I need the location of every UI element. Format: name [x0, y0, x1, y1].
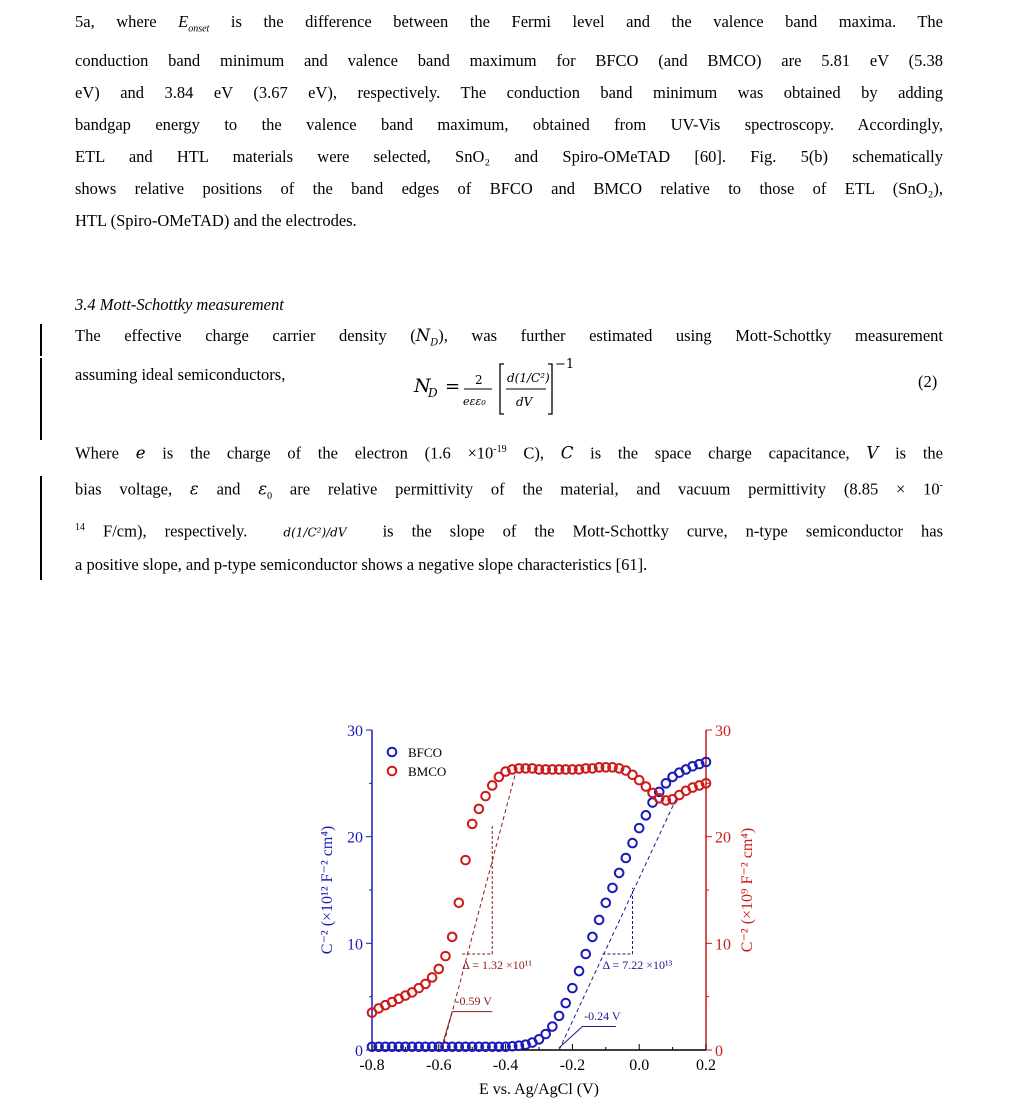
y-left-tick-label: 10 — [347, 936, 363, 954]
paragraph-band-edges — [75, 6, 943, 237]
x-tick-label: 0.0 — [629, 1057, 650, 1074]
annotation-bmco-intercept: -0.59 V — [455, 994, 492, 1009]
bmco-data-point — [428, 973, 437, 982]
x-tick-label: -0.2 — [559, 1057, 586, 1074]
annotation-bfco-intercept: -0.24 V — [584, 1009, 621, 1024]
bmco-data-point — [475, 805, 484, 814]
y-left-tick-label: 20 — [347, 829, 363, 847]
eq-frac-num: 2 — [475, 373, 483, 387]
text-line: bias voltage, ε and $\varepsilon_0$ are relative permittivity of the material, and vacuum permittivity (8.85 × 10- — [75, 479, 943, 502]
legend-marker-bmco — [388, 767, 397, 776]
bfco-data-point — [628, 839, 637, 848]
bmco-data-point — [461, 856, 470, 865]
y-left-tick-label: 30 — [347, 723, 363, 740]
equation-2 — [0, 352, 1020, 422]
bfco-data-point — [581, 950, 590, 959]
paragraph-definitions — [75, 434, 943, 581]
text-line: conduction band minimum and valence band maximum for BFCO (and BMCO) are 5.81 eV (5.38 — [75, 51, 943, 71]
bfco-data-point — [541, 1030, 550, 1039]
text-line: bandgap energy to the valence band maximum, obtained from UV-Vis spectroscopy. Accordingly, — [75, 115, 943, 135]
mott-schottky-chart — [300, 718, 780, 1102]
bmco-data-point — [441, 952, 450, 961]
revision-bar — [40, 476, 42, 580]
annotation-leader — [559, 1027, 582, 1048]
y-right-tick-label: 10 — [715, 936, 731, 954]
bmco-tangent-line — [442, 773, 515, 1050]
eq-exponent: −1 — [555, 357, 575, 372]
eq-equals: = — [445, 376, 461, 397]
y-right-tick-label: 30 — [715, 723, 731, 740]
equation-number: (2) — [918, 372, 938, 391]
text-line: The effective charge carrier density $(N_D)$, was further estimated using Mott-Schottky measurement — [75, 326, 944, 349]
legend-marker-bfco — [388, 748, 397, 757]
y-left-tick-label: 0 — [355, 1043, 363, 1060]
eq-inner-num: d(1/C²) — [507, 371, 550, 385]
text-line: Where e is the charge of the electron ($1.6 \times 10^{-19}$ C), C is the space charge capacitance, V is the — [75, 443, 943, 463]
annotation-leader — [442, 1012, 452, 1046]
text-line: $^{14}$ F/cm), respectively. d(1/C²)/dV is the slope of the Mott-Schottky curve, n-type semiconductor has — [75, 521, 943, 541]
bmco-data-point — [488, 781, 497, 790]
bfco-data-point — [568, 984, 577, 993]
legend-label-bfco: BFCO — [408, 745, 442, 760]
y-right-tick-label: 20 — [715, 829, 731, 847]
eq-lhs: N — [414, 375, 431, 397]
bmco-data-point — [448, 933, 457, 942]
bfco-data-point — [615, 869, 624, 878]
eq-inner-den: dV — [516, 395, 533, 409]
annotation-bmco-slope: Δ = 1.32 ×10¹¹ — [462, 957, 532, 972]
y-right-tick-label: 0 — [715, 1043, 723, 1060]
bfco-data-point — [642, 811, 651, 820]
bfco-data-point — [595, 916, 604, 925]
bfco-data-point — [575, 967, 584, 976]
bmco-data-point — [468, 820, 477, 829]
bfco-data-point — [635, 824, 644, 833]
bfco-data-point — [548, 1022, 557, 1031]
annotation-bfco-slope: Δ = 7.22 ×10¹³ — [602, 957, 673, 972]
bfco-data-point — [555, 1012, 564, 1021]
text-line: ETL and HTL materials were selected, SnO₂ and Spiro-OMeTAD [60]. Fig. 5(b) schematically — [75, 147, 943, 167]
x-tick-label: 0.2 — [696, 1057, 716, 1074]
text-line: a positive slope, and p-type semiconductor shows a negative slope characteristics [61]. — [75, 554, 648, 574]
bfco-data-point — [608, 884, 617, 893]
bmco-data-point — [435, 965, 444, 974]
y-left-axis-label: C⁻² (×10¹² F⁻² cm⁴) — [319, 825, 336, 955]
bfco-data-point — [602, 899, 611, 908]
text-line: HTL (Spiro-OMeTAD) and the electrodes. — [75, 211, 357, 231]
x-tick-label: -0.8 — [359, 1057, 385, 1074]
bfco-data-point — [622, 854, 631, 863]
eq-lhs-sub: D — [428, 386, 438, 400]
legend-label-bmco: BMCO — [408, 764, 447, 779]
text-line: shows relative positions of the band edges of BFCO and BMCO relative to those of ETL (SnO₂), — [75, 179, 943, 199]
bmco-data-point — [481, 792, 490, 801]
x-axis-label: E vs. Ag/AgCl (V) — [479, 1081, 599, 1098]
x-tick-label: -0.6 — [426, 1057, 452, 1074]
text-line: assuming ideal semiconductors, — [75, 365, 286, 385]
bfco-data-point — [561, 999, 570, 1008]
text-line: eV) and 3.84 eV (3.67 eV), respectively. The conduction band minimum was obtained by adding — [75, 83, 943, 103]
bmco-data-point — [455, 899, 464, 908]
bmco-delta-guide — [462, 826, 492, 954]
eq-frac-den: eεε₀ — [463, 395, 486, 408]
text-line: 5a, where $E_{onset}$ is the difference between the Fermi level and the valence band maxima. The — [75, 12, 943, 35]
x-tick-label: -0.4 — [492, 1057, 519, 1074]
section-heading: 3.4 Mott-Schottky measurement — [75, 295, 284, 314]
bfco-data-point — [588, 933, 597, 942]
y-right-axis-label: C⁻² (×10⁹ F⁻² cm⁴) — [739, 827, 756, 953]
